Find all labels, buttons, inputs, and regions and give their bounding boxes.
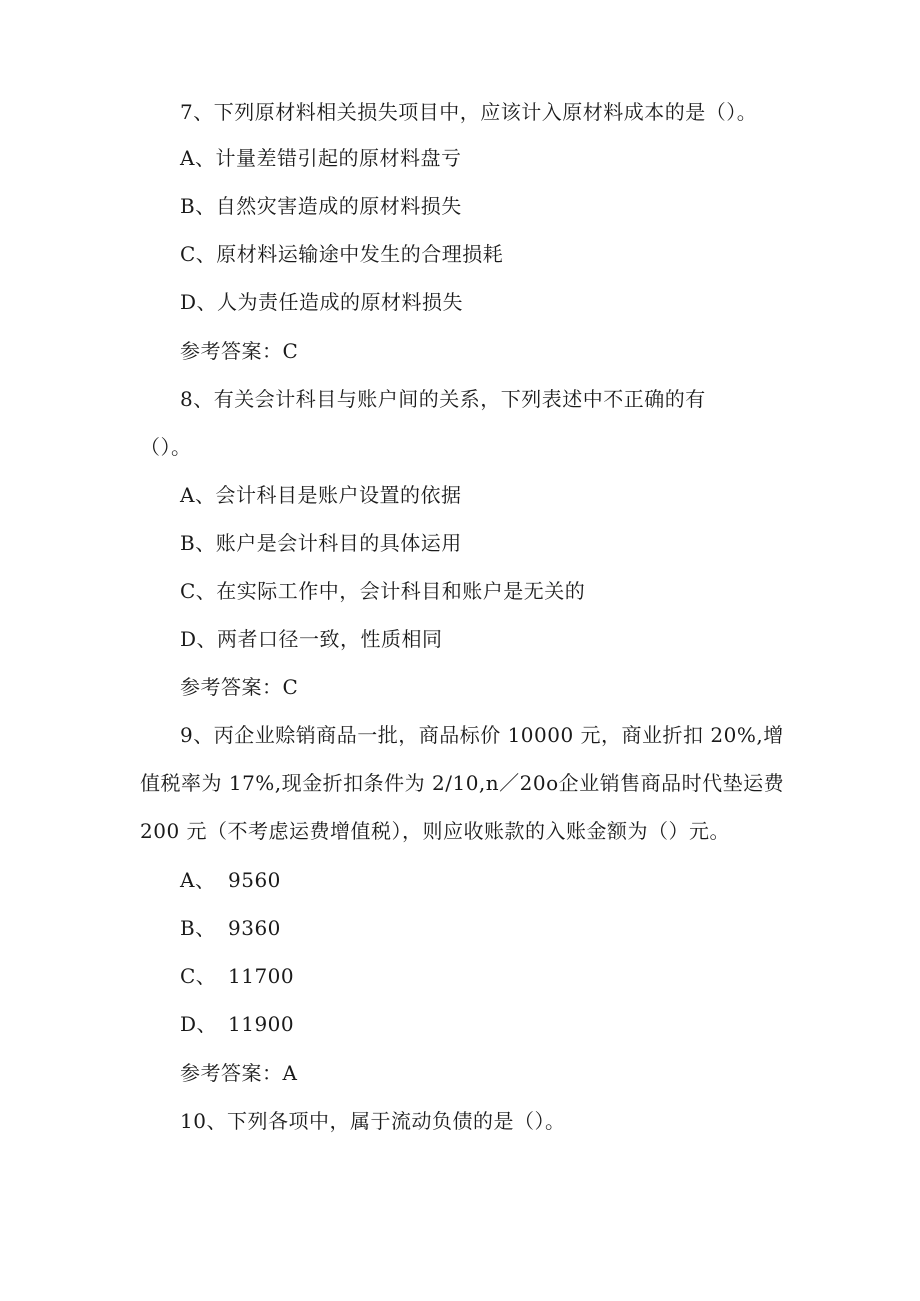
- option-value: 11700: [228, 964, 295, 988]
- option-value: 9360: [228, 916, 281, 940]
- question-9-stem-line3: 200 元（不考虑运费增值税），则应收账款的入账金额为（）元。: [140, 819, 731, 843]
- question-9-stem-line2: 值税率为 17%,现金折扣条件为 2/10,n／20o企业销售商品时代垫运费: [140, 771, 785, 795]
- question-7-option-c: C、原材料运输途中发生的合理损耗: [180, 242, 504, 266]
- option-value: 11900: [228, 1012, 295, 1036]
- question-8-option-c: C、在实际工作中，会计科目和账户是无关的: [180, 579, 586, 603]
- question-9-option-d: [180, 1011, 294, 1037]
- question-8-option-b: B、账户是会计科目的具体运用: [180, 531, 462, 555]
- question-7-stem: 7、下列原材料相关损失项目中，应该计入原材料成本的是（）。: [180, 100, 758, 124]
- option-letter: D、: [180, 1012, 218, 1036]
- question-7-option-a: A、计量差错引起的原材料盘亏: [180, 146, 462, 170]
- question-8-option-d: D、两者口径一致，性质相同: [180, 627, 443, 651]
- question-7-answer: 参考答案：C: [180, 339, 299, 363]
- question-9-stem-line1: 9、丙企业赊销商品一批，商品标价 10000 元，商业折扣 20%,增: [180, 723, 784, 747]
- question-8-answer: 参考答案：C: [180, 675, 299, 699]
- question-10-stem: 10、下列各项中，属于流动负债的是（）。: [180, 1109, 566, 1133]
- question-8-stem-line2: （）。: [140, 435, 192, 459]
- option-value: 9560: [228, 868, 281, 892]
- question-7-option-b: B、自然灾害造成的原材料损失: [180, 194, 462, 218]
- option-letter: B、: [180, 916, 216, 940]
- question-8-option-a: A、会计科目是账户设置的依据: [180, 483, 462, 507]
- question-9-option-c: [180, 963, 294, 989]
- question-9-option-b: [180, 915, 281, 941]
- option-letter: A、: [180, 868, 216, 892]
- question-9-answer: 参考答案：A: [180, 1061, 298, 1085]
- option-letter: C、: [180, 964, 217, 988]
- question-7-option-d: D、人为责任造成的原材料损失: [180, 290, 464, 314]
- question-9-option-a: [180, 867, 281, 893]
- question-8-stem-line1: 8、有关会计科目与账户间的关系，下列表述中不正确的有: [180, 387, 706, 411]
